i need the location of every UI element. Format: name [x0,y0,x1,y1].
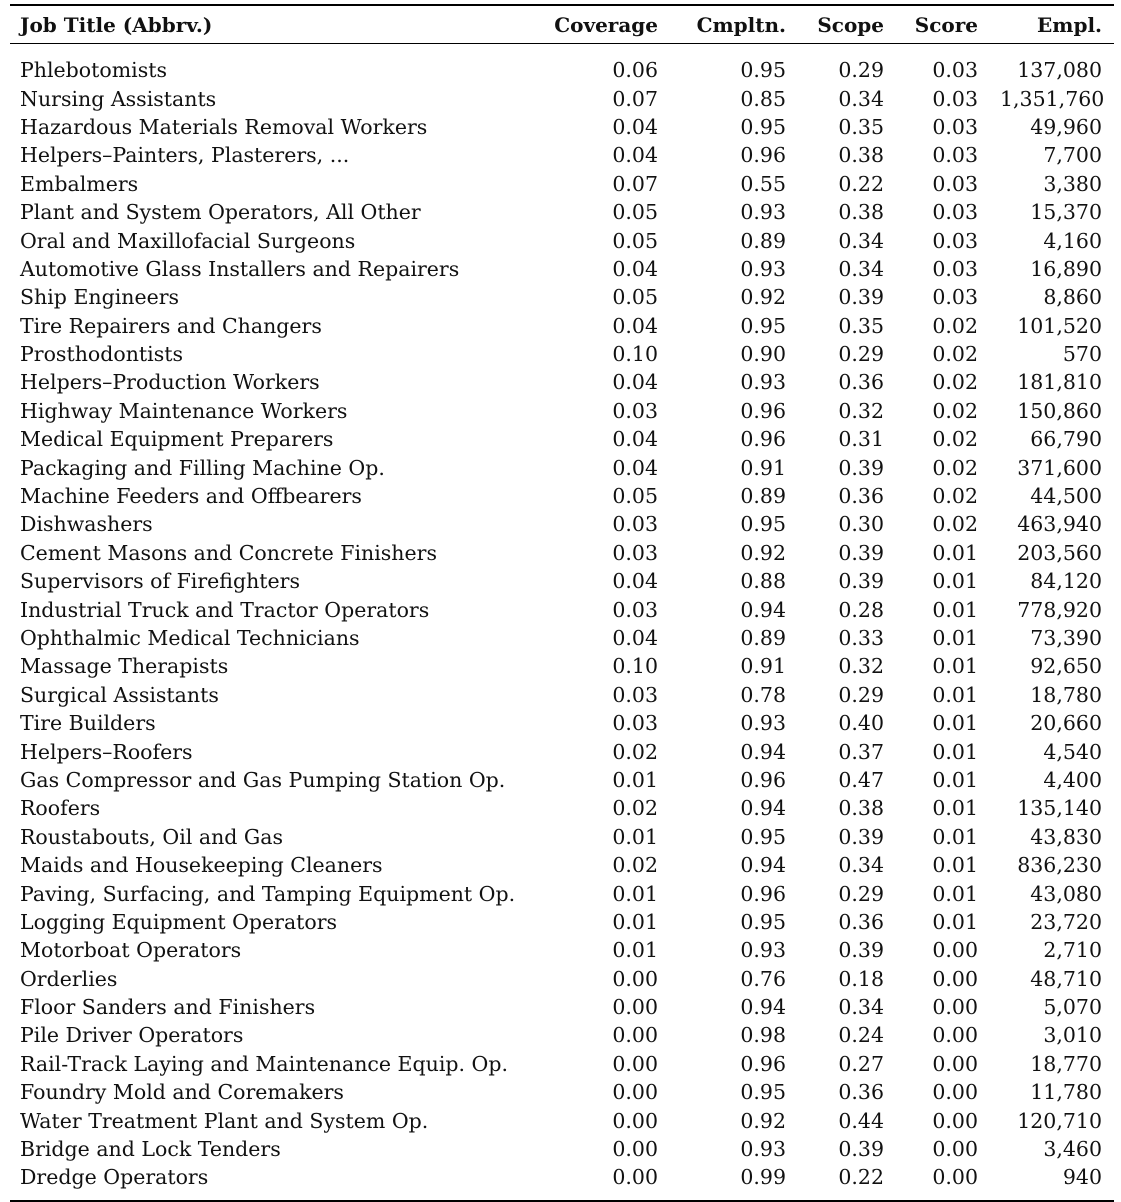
coverage-cell: 0.02 [612,796,658,821]
table-row [10,84,1114,112]
scope-cell: 0.35 [838,114,884,139]
completion-cell: 0.95 [740,58,786,83]
coverage-cell: 0.01 [612,938,658,963]
table-row [10,1078,1114,1106]
completion-cell: 0.78 [740,682,786,707]
completion-cell: 0.93 [740,200,786,225]
completion-cell: 0.94 [740,995,786,1020]
job-title-cell: Cement Masons and Concrete Finishers [20,540,437,565]
coverage-cell: 0.05 [612,285,658,310]
score-cell: 0.03 [932,58,978,83]
coverage-cell: 0.10 [612,654,658,679]
job-title-cell: Gas Compressor and Gas Pumping Station Op. [20,767,506,792]
coverage-cell: 0.05 [612,484,658,509]
employment-cell: 1,351,760 [1000,86,1105,111]
coverage-cell: 0.04 [612,626,658,650]
scope-cell: 0.44 [838,1108,884,1133]
completion-cell: 0.93 [740,256,786,281]
scope-cell: 0.36 [838,1080,884,1105]
coverage-cell: 0.02 [612,853,658,878]
job-title-cell: Tire Builders [20,711,156,736]
coverage-cell: 0.01 [612,767,658,792]
score-cell: 0.00 [932,1051,978,1076]
job-title-cell: Helpers–Production Workers [20,370,320,395]
completion-cell: 0.91 [740,455,786,480]
coverage-cell: 0.04 [612,455,658,480]
completion-cell: 0.96 [740,143,786,168]
job-title-cell: Roofers [20,796,101,821]
scope-cell: 0.22 [838,1165,884,1190]
completion-cell: 0.94 [740,597,786,622]
scope-cell: 0.34 [838,995,884,1020]
coverage-cell: 0.00 [612,1051,658,1076]
table-row [10,681,1114,709]
job-title-cell: Plant and System Operators, All Other [20,200,421,225]
employment-cell: 137,080 [1017,58,1102,83]
completion-cell: 0.92 [740,285,786,310]
completion-cell: 0.89 [740,228,786,253]
score-cell: 0.02 [932,455,978,480]
scope-cell: 0.38 [838,143,884,168]
job-title-cell: Logging Equipment Operators [20,909,338,934]
completion-cell: 0.93 [740,370,786,395]
scope-cell: 0.29 [838,682,884,707]
employment-cell: 20,660 [1030,711,1102,736]
table-row [10,737,1114,765]
header-completion: Cmpltn. [696,12,786,37]
scope-cell: 0.36 [838,909,884,934]
job-title-cell: Orderlies [20,966,118,991]
table-row [10,567,1114,595]
job-title-cell: Maids and Housekeeping Cleaners [20,853,383,878]
score-cell: 0.00 [932,995,978,1020]
employment-cell: 43,080 [1030,881,1102,906]
job-title-cell: Automotive Glass Installers and Repairers [20,256,460,281]
scope-cell: 0.36 [838,370,884,395]
job-title-cell: Embalmers [20,171,139,196]
table-row [10,539,1114,567]
score-cell: 0.01 [932,626,978,650]
employment-cell: 18,780 [1030,682,1102,707]
completion-cell: 0.91 [740,654,786,679]
employment-cell: 43,830 [1030,824,1102,849]
scope-cell: 0.28 [838,597,884,622]
employment-cell: 120,710 [1017,1108,1102,1133]
coverage-cell: 0.00 [612,1023,658,1048]
completion-cell: 0.95 [740,114,786,139]
scope-cell: 0.34 [838,86,884,111]
table-row [10,141,1114,169]
score-cell: 0.01 [932,909,978,934]
job-title-cell: Massage Therapists [20,654,229,679]
score-cell: 0.02 [932,370,978,395]
score-cell: 0.03 [932,228,978,253]
employment-cell: 84,120 [1030,569,1102,594]
score-cell: 0.01 [932,682,978,707]
occupation-table [10,4,1114,1202]
completion-cell: 0.93 [740,711,786,736]
completion-cell: 0.92 [740,1108,786,1133]
score-cell: 0.00 [932,1080,978,1105]
table-row [10,1050,1114,1078]
coverage-cell: 0.00 [612,1137,658,1162]
score-cell: 0.01 [932,711,978,736]
employment-cell: 18,770 [1030,1051,1102,1076]
job-title-cell: Tire Repairers and Changers [20,313,322,338]
table-row [10,595,1114,623]
job-title-cell: Packaging and Filling Machine Op. [20,455,385,480]
scope-cell: 0.38 [838,200,884,225]
job-title-cell: Medical Equipment Preparers [20,427,334,452]
completion-cell: 0.89 [740,484,786,509]
scope-cell: 0.32 [838,654,884,679]
scope-cell: 0.39 [838,824,884,849]
job-title-cell: Nursing Assistants [20,86,217,111]
table-row [10,1021,1114,1049]
completion-cell: 0.92 [740,540,786,565]
job-title-cell: Highway Maintenance Workers [20,398,348,423]
table-header [10,5,1114,44]
coverage-cell: 0.04 [612,313,658,338]
job-title-cell: Motorboat Operators [20,938,242,963]
score-cell: 0.01 [932,853,978,878]
job-title-cell: Ophthalmic Medical Technicians [20,626,360,650]
coverage-cell: 0.05 [612,228,658,253]
scope-cell: 0.38 [838,796,884,821]
job-title-cell: Surgical Assistants [20,682,219,707]
table-row [10,851,1114,879]
coverage-cell: 0.03 [612,597,658,622]
scope-cell: 0.34 [838,256,884,281]
scope-cell: 0.39 [838,540,884,565]
job-title-cell: Roustabouts, Oil and Gas [20,824,284,849]
job-title-cell: Dishwashers [20,512,153,537]
completion-cell: 0.95 [740,1080,786,1105]
employment-cell: 4,540 [1043,739,1102,764]
scope-cell: 0.35 [838,313,884,338]
employment-cell: 23,720 [1030,909,1102,934]
scope-cell: 0.34 [838,228,884,253]
table-row [10,823,1114,851]
job-title-cell: Dredge Operators [20,1165,209,1190]
completion-cell: 0.88 [740,569,786,594]
header-coverage: Coverage [554,12,658,37]
coverage-cell: 0.03 [612,512,658,537]
job-title-cell: Helpers–Roofers [20,739,193,764]
completion-cell: 0.89 [740,626,786,650]
score-cell: 0.00 [932,966,978,991]
table-row [10,170,1114,198]
coverage-cell: 0.04 [612,114,658,139]
completion-cell: 0.76 [740,966,786,991]
scope-cell: 0.27 [838,1051,884,1076]
coverage-cell: 0.04 [612,370,658,395]
employment-cell: 7,700 [1043,143,1102,168]
table-body [10,44,1114,1201]
completion-cell: 0.93 [740,1137,786,1162]
table-row [10,510,1114,538]
scope-cell: 0.33 [838,626,884,650]
score-cell: 0.00 [932,1165,978,1190]
employment-cell: 66,790 [1030,427,1102,452]
score-cell: 0.01 [932,654,978,679]
employment-cell: 92,650 [1030,654,1102,679]
table-row [10,1135,1114,1163]
score-cell: 0.03 [932,114,978,139]
employment-cell: 8,860 [1043,285,1102,310]
table-row [10,766,1114,794]
table-row [10,908,1114,936]
score-cell: 0.03 [932,256,978,281]
employment-cell: 203,560 [1017,540,1102,565]
score-cell: 0.01 [932,597,978,622]
scope-cell: 0.47 [838,767,884,792]
coverage-cell: 0.04 [612,143,658,168]
table-row [10,368,1114,396]
completion-cell: 0.94 [740,796,786,821]
score-cell: 0.03 [932,285,978,310]
completion-cell: 0.85 [740,86,786,111]
employment-cell: 4,400 [1043,767,1102,792]
completion-cell: 0.98 [740,1023,786,1048]
score-cell: 0.02 [932,484,978,509]
score-cell: 0.01 [932,796,978,821]
coverage-cell: 0.10 [612,342,658,367]
job-title-cell: Paving, Surfacing, and Tamping Equipment Op. [20,881,516,906]
scope-cell: 0.39 [838,455,884,480]
table-row [10,44,1114,85]
job-title-cell: Supervisors of Firefighters [20,569,300,594]
scope-cell: 0.39 [838,938,884,963]
coverage-cell: 0.04 [612,256,658,281]
table-row [10,340,1114,368]
employment-cell: 16,890 [1030,256,1102,281]
scope-cell: 0.30 [838,512,884,537]
scope-cell: 0.18 [838,966,884,991]
coverage-cell: 0.02 [612,739,658,764]
completion-cell: 0.95 [740,824,786,849]
completion-cell: 0.93 [740,938,786,963]
scope-cell: 0.36 [838,484,884,509]
header-score: Score [914,12,978,37]
employment-cell: 5,070 [1043,995,1102,1020]
table-container [10,4,1114,1202]
completion-cell: 0.95 [740,909,786,934]
employment-cell: 181,810 [1017,370,1102,395]
table-row [10,652,1114,680]
completion-cell: 0.96 [740,398,786,423]
table-row [10,283,1114,311]
coverage-cell: 0.01 [612,824,658,849]
score-cell: 0.03 [932,143,978,168]
employment-cell: 2,710 [1043,938,1102,963]
completion-cell: 0.55 [740,171,786,196]
score-cell: 0.01 [932,540,978,565]
completion-cell: 0.94 [740,739,786,764]
table-row [10,482,1114,510]
scope-cell: 0.22 [838,171,884,196]
job-title-cell: Oral and Maxillofacial Surgeons [20,228,356,253]
scope-cell: 0.39 [838,285,884,310]
completion-cell: 0.96 [740,427,786,452]
table-row [10,794,1114,822]
job-title-cell: Floor Sanders and Finishers [20,995,316,1020]
job-title-cell: Machine Feeders and Offbearers [20,484,362,509]
header-employment: Empl. [1037,12,1102,37]
employment-cell: 463,940 [1017,512,1102,537]
score-cell: 0.01 [932,767,978,792]
job-title-cell: Pile Driver Operators [20,1023,244,1048]
scope-cell: 0.40 [838,711,884,736]
table-row [10,879,1114,907]
completion-cell: 0.96 [740,881,786,906]
table-row [10,709,1114,737]
completion-cell: 0.95 [740,313,786,338]
table-row [10,113,1114,141]
scope-cell: 0.29 [838,58,884,83]
table-row [10,993,1114,1021]
coverage-cell: 0.04 [612,569,658,594]
completion-cell: 0.94 [740,853,786,878]
coverage-cell: 0.05 [612,200,658,225]
employment-cell: 940 [1062,1165,1102,1190]
completion-cell: 0.99 [740,1165,786,1190]
score-cell: 0.00 [932,1108,978,1133]
coverage-cell: 0.00 [612,1165,658,1190]
employment-cell: 49,960 [1030,114,1102,139]
score-cell: 0.00 [932,1023,978,1048]
employment-cell: 73,390 [1030,626,1102,650]
employment-cell: 11,780 [1030,1080,1102,1105]
score-cell: 0.03 [932,171,978,196]
employment-cell: 778,920 [1017,597,1102,622]
coverage-cell: 0.07 [612,86,658,111]
completion-cell: 0.90 [740,342,786,367]
employment-cell: 150,860 [1017,398,1102,423]
table-row [10,255,1114,283]
coverage-cell: 0.00 [612,966,658,991]
scope-cell: 0.29 [838,881,884,906]
job-title-cell: Prosthodontists [20,342,183,367]
score-cell: 0.03 [932,86,978,111]
score-cell: 0.01 [932,569,978,594]
job-title-cell: Hazardous Materials Removal Workers [20,114,428,139]
job-title-cell: Ship Engineers [20,285,180,310]
coverage-cell: 0.01 [612,881,658,906]
coverage-cell: 0.07 [612,171,658,196]
employment-cell: 3,460 [1043,1137,1102,1162]
score-cell: 0.01 [932,824,978,849]
coverage-cell: 0.03 [612,398,658,423]
employment-cell: 371,600 [1017,455,1102,480]
score-cell: 0.01 [932,739,978,764]
employment-cell: 101,520 [1017,313,1102,338]
job-title-cell: Phlebotomists [20,58,168,83]
scope-cell: 0.31 [838,427,884,452]
scope-cell: 0.24 [838,1023,884,1048]
employment-cell: 836,230 [1017,853,1102,878]
scope-cell: 0.32 [838,398,884,423]
job-title-cell: Helpers–Painters, Plasterers, ... [20,143,350,168]
table-row [10,1106,1114,1134]
table-row [10,397,1114,425]
job-title-cell: Water Treatment Plant and System Op. [20,1108,429,1133]
table-row [10,425,1114,453]
coverage-cell: 0.04 [612,427,658,452]
table-row [10,936,1114,964]
table-row [10,312,1114,340]
header-row [10,5,1114,44]
score-cell: 0.00 [932,1137,978,1162]
coverage-cell: 0.03 [612,540,658,565]
employment-cell: 3,380 [1043,171,1102,196]
employment-cell: 15,370 [1030,200,1102,225]
scope-cell: 0.29 [838,342,884,367]
employment-cell: 44,500 [1030,484,1102,509]
table-row [10,624,1114,652]
employment-cell: 48,710 [1030,966,1102,991]
coverage-cell: 0.00 [612,1108,658,1133]
job-title-cell: Foundry Mold and Coremakers [20,1080,344,1105]
score-cell: 0.02 [932,512,978,537]
scope-cell: 0.34 [838,853,884,878]
table-row [10,965,1114,993]
score-cell: 0.02 [932,313,978,338]
job-title-cell: Industrial Truck and Tractor Operators [20,597,430,622]
employment-cell: 3,010 [1043,1023,1102,1048]
score-cell: 0.00 [932,938,978,963]
score-cell: 0.02 [932,398,978,423]
table-row [10,1163,1114,1200]
scope-cell: 0.39 [838,569,884,594]
coverage-cell: 0.03 [612,682,658,707]
coverage-cell: 0.06 [612,58,658,83]
table-row [10,198,1114,226]
score-cell: 0.02 [932,427,978,452]
header-job-title: Job Title (Abbrv.) [20,12,213,37]
table-row [10,226,1114,254]
completion-cell: 0.96 [740,1051,786,1076]
header-scope: Scope [817,12,884,37]
coverage-cell: 0.00 [612,995,658,1020]
employment-cell: 4,160 [1043,228,1102,253]
completion-cell: 0.95 [740,512,786,537]
table-row [10,453,1114,481]
employment-cell: 570 [1062,342,1102,367]
coverage-cell: 0.00 [612,1080,658,1105]
coverage-cell: 0.01 [612,909,658,934]
score-cell: 0.03 [932,200,978,225]
scope-cell: 0.39 [838,1137,884,1162]
coverage-cell: 0.03 [612,711,658,736]
job-title-cell: Rail-Track Laying and Maintenance Equip. Op. [20,1051,508,1076]
completion-cell: 0.96 [740,767,786,792]
score-cell: 0.01 [932,881,978,906]
employment-cell: 135,140 [1017,796,1102,821]
scope-cell: 0.37 [838,739,884,764]
job-title-cell: Bridge and Lock Tenders [20,1137,281,1162]
score-cell: 0.02 [932,342,978,367]
